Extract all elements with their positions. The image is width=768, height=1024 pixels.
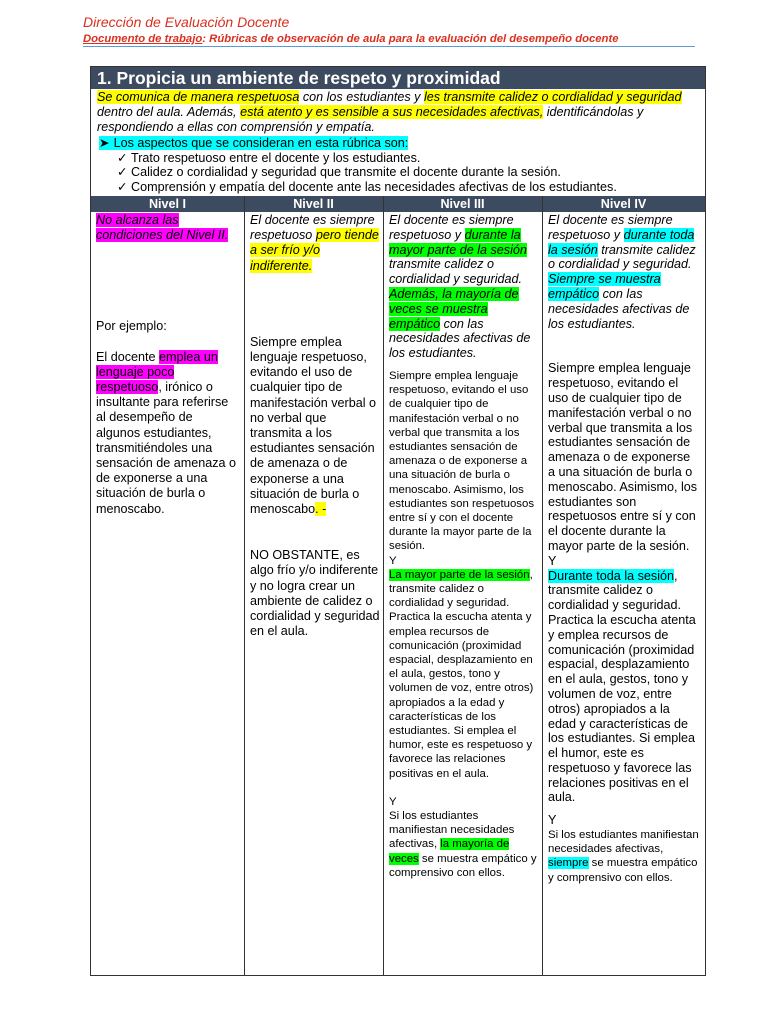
rubric-title: 1. Propicia un ambiente de respeto y proximidad: [91, 67, 705, 89]
check-icon: ✓: [117, 165, 128, 179]
level-1-example-label: Por ejemplo:: [96, 319, 167, 334]
level-3-description: El docente es siempre respetuoso y durante la mayor parte de la sesión transmite calidez o cordialidad y seguridad. Además, la mayoría de veces se muestra empático con las necesidades afectivas de los estudiantes.: [389, 213, 531, 361]
intro-text-3: identificándolas y respondiendo a ellas con comprensión y empatía.: [97, 105, 644, 134]
aspects-lead-text: Los aspectos que se consideran en esta rúbrica son:: [113, 136, 409, 150]
level-4-empathy: Si los estudiantes manifiestan necesidades afectivas, siempre se muestra empático y comprensivo con ellos.: [548, 829, 699, 884]
level-4-header: Nivel IV: [600, 197, 647, 211]
level-2-description: El docente es siempre respetuoso pero tiende a ser frío y/o indiferente.: [250, 213, 379, 273]
level-2-however: NO OBSTANTE, es algo frío y/o indiferente y no logra crear un ambiente de calidez o cordialidad y seguridad en el aula.: [250, 548, 380, 639]
level-3-behavior: Siempre emplea lenguaje respetuoso, evitando el uso de cualquier tipo de manifestación verbal o no verbal que transmita a los estudiantes sensación de amenaza o de exponerse a una situación de burla o menoscabo. Asimismo, los estudiantes son respetuosos entre sí y con el docente durante la mayor parte de la sesión.: [389, 369, 535, 553]
subtitle-text: : Rúbricas de observación de aula para la evaluación del desempeño docente: [202, 33, 619, 45]
level-4-and-2: Y: [548, 813, 557, 828]
level-4-warmth: Durante toda la sesión, transmite calidez o cordialidad y seguridad. Practica la escucha atenta y emplea recursos de comunicación (proximidad espacial, desplazamiento en el aula, gestos, tono y volumen de voz, entre otros) apropiados a la edad y características de los estudiantes. Si emplea el humor, este es respetuoso y favorece las relaciones positivas en el aula.: [548, 568, 696, 805]
level-2-header: Nivel II: [293, 197, 334, 211]
level-2-cell: [250, 213, 380, 639]
level-4-cell: [548, 213, 700, 885]
aspect-item: ✓ Calidez o cordialidad y seguridad que transmite el docente durante la sesión.: [117, 165, 561, 179]
intro-highlight-2: les transmite calidez o cordialidad y seguridad: [423, 90, 682, 104]
arrow-bullet-icon: ➤: [99, 136, 110, 150]
level-4-description: El docente es siempre respetuoso y durante toda la sesión transmite calidez o cordialidad y seguridad. Siempre se muestra empático con las necesidades afectivas de los estudiantes.: [548, 213, 696, 331]
check-icon: ✓: [117, 150, 128, 165]
aspect-item: ✓ Trato respetuoso entre el docente y los estudiantes.: [117, 150, 421, 165]
intro-highlight-1: Se comunica de manera respetuosa: [97, 90, 300, 104]
column-divider: [244, 196, 245, 976]
level-3-empathy: Si los estudiantes manifiestan necesidades afectivas, la mayoría de veces se muestra empático y comprensivo con ellos.: [389, 810, 537, 879]
document-header-title: Dirección de Evaluación Docente: [83, 14, 290, 30]
aspect-item: ✓ Comprensión y empatía del docente ante las necesidades afectivas de los estudiantes.: [117, 179, 617, 194]
check-icon: ✓: [117, 179, 128, 194]
level-3-warmth: La mayor parte de la sesión, transmite calidez o cordialidad y seguridad. Practica la escucha atenta y emplea recursos de comunicación (proximidad espacial, desplazamiento en el aula, gestos, tono y volumen de voz, entre otros) apropiados a la edad y características de los estudiantes. Si emplea el humor, este es respetuoso y favorece las relaciones positivas en el aula.: [389, 568, 534, 780]
level-3-and-1: Y: [389, 554, 397, 567]
level-1-header: Nivel I: [148, 197, 187, 211]
level-4-and-1: Y: [548, 553, 557, 568]
aspects-list: [97, 151, 701, 195]
document-header-subtitle: [83, 33, 619, 45]
level-3-header: Nivel III: [440, 197, 485, 211]
intro-text-2: dentro del aula. Además,: [97, 105, 241, 119]
column-divider: [542, 196, 543, 976]
rubric-table: [90, 66, 706, 976]
level-1-example: El docente emplea un lenguaje poco respetuoso, irónico o insultante para referirse al desempeño de algunos estudiantes, transmitiéndoles una sensación de amenaza o de exponerse a una situación de burla o menoscabo.: [96, 349, 237, 516]
level-1-description: No alcanza las condiciones del Nivel II.: [96, 213, 229, 243]
subtitle-label: Documento de trabajo: [83, 33, 203, 45]
rubric-intro: [97, 90, 701, 135]
intro-text-1: con los estudiantes y: [299, 90, 424, 104]
aspects-section: [97, 136, 701, 194]
level-3-cell: [389, 213, 539, 880]
level-2-behavior: Siempre emplea lenguaje respetuoso, evitando el uso de cualquier tipo de manifestación verbal o no verbal que transmita a los estudiantes sensación de amenaza o de exponerse a una situación de burla o menoscabo. -: [250, 334, 377, 517]
column-divider: [383, 196, 384, 976]
aspects-lead: [97, 136, 701, 151]
intro-highlight-3: está atento y es sensible a sus necesidades afectivas,: [240, 105, 544, 119]
levels-header-row: [91, 196, 705, 212]
level-4-behavior: Siempre emplea lenguaje respetuoso, evitando el uso de cualquier tipo de manifestación verbal o no verbal que transmita a los estudiantes sensación de amenaza o de exponerse a una situación de burla o menoscabo. Asimismo, los estudiantes son respetuosos entre sí y con el docente durante la mayor parte de la sesión.: [548, 361, 698, 553]
header-divider: [83, 46, 695, 47]
level-1-cell: [96, 213, 240, 517]
level-3-and-2: Y: [389, 795, 397, 808]
